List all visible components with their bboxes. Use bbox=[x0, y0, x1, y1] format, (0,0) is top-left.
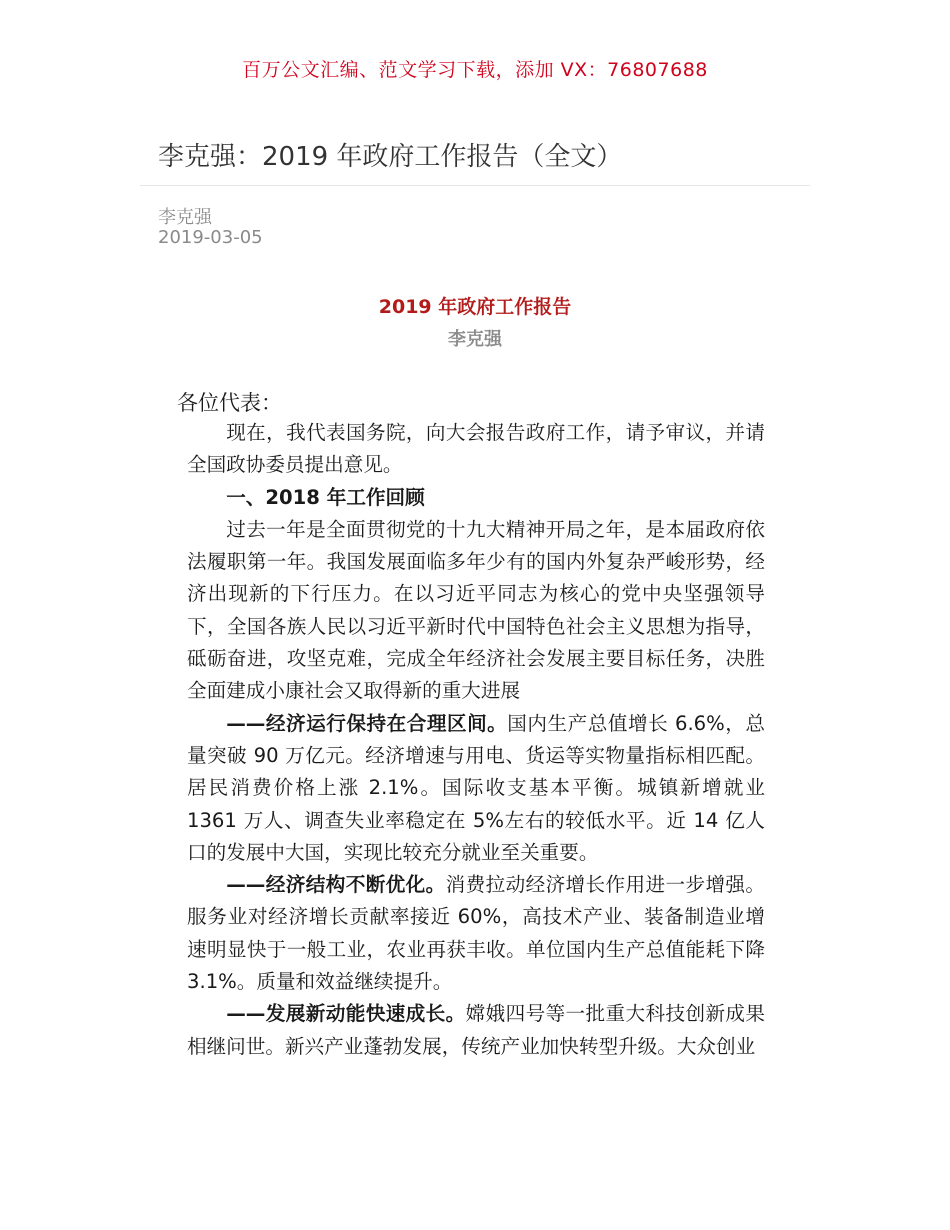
article-date: 2019-03-05 bbox=[158, 227, 263, 248]
point-lead-economy: ——经济运行保持在合理区间。 bbox=[226, 711, 508, 735]
article-title: 李克强：2019 年政府工作报告（全文） bbox=[158, 142, 623, 172]
salutation: 各位代表： bbox=[177, 391, 282, 415]
point-lead-structure: ——经济结构不断优化。 bbox=[226, 873, 446, 897]
section-heading: 一、2018 年工作回顾 bbox=[226, 485, 425, 509]
article-author: 李克强 bbox=[158, 207, 212, 228]
point-paragraph-structure bbox=[187, 869, 765, 998]
report-author: 李克强 bbox=[448, 329, 502, 350]
intro-paragraph: 现在，我代表国务院，向大会报告政府工作，请予审议，并请全国政协委员提出意见。 bbox=[187, 421, 765, 477]
point-text-structure: 消费拉动经济增长作用进一步增强。服务业对经济增长贡献率接近 60%，高技术产业、装备制造业增速明显快于一般工业，农业再获丰收。单位国内生产总值能耗下降 3.1%。质量和效益继续提升。 bbox=[187, 873, 766, 994]
report-title: 2019 年政府工作报告 bbox=[378, 296, 572, 318]
point-text-momentum: 嫦娥四号等一批重大科技创新成果相继问世。新兴产业蓬勃发展，传统产业加快转型升级。大众创业 bbox=[187, 1002, 766, 1058]
point-lead-momentum: ——发展新动能快速成长。 bbox=[226, 1002, 466, 1026]
point-paragraph-economy bbox=[187, 708, 765, 869]
watermark-banner: 百万公文汇编、范文学习下载，添加 VX：76807688 bbox=[242, 59, 708, 81]
point-text-economy: 国内生产总值增长 6.6%，总量突破 90 万亿元。经济增速与用电、货运等实物量指标相匹配。居民消费价格上涨 2.1%。国际收支基本平衡。城镇新增就业 1361 万人、调查失业率稳定在 5%左右的较低水平。近 14 亿人口的发展中大国，实现比较充分就业至关重要。 bbox=[187, 711, 765, 864]
point-paragraph-momentum bbox=[187, 998, 765, 1063]
report-body bbox=[187, 417, 765, 1063]
section-paragraph: 过去一年是全面贯彻党的十九大精神开局之年，是本届政府依法履职第一年。我国发展面临多年少有的国内外复杂严峻形势，经济出现新的下行压力。在以习近平同志为核心的党中央坚强领导下，全国各族人民以习近平新时代中国特色社会主义思想为指导，砥砺奋进，攻坚克难，完成全年经济社会发展主要目标任务，决胜全面建成小康社会又取得新的重大进展 bbox=[187, 517, 765, 703]
title-divider bbox=[140, 185, 810, 186]
